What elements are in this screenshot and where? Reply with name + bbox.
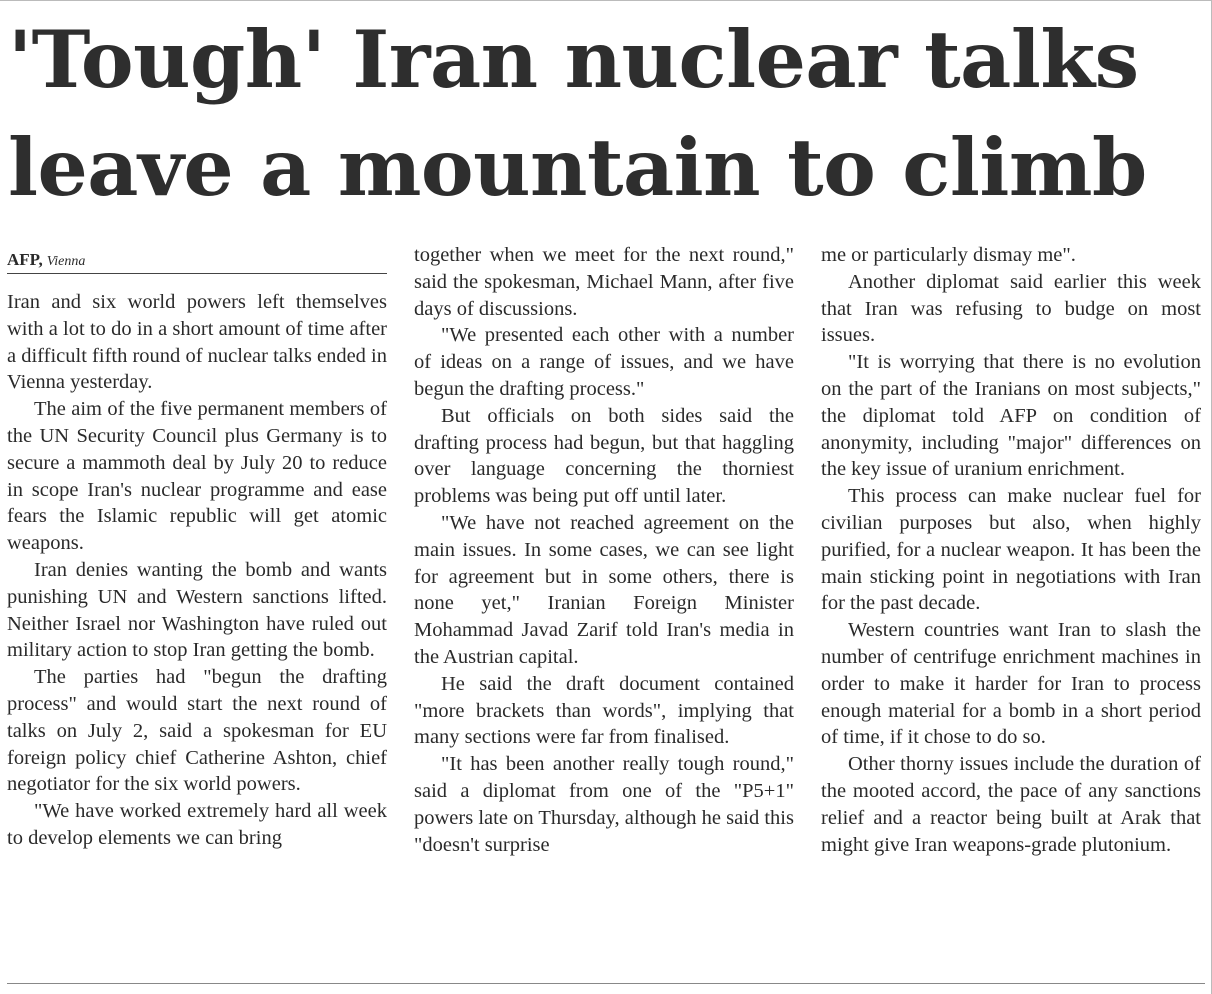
headline-line-2: leave a mountain to climb <box>8 121 1147 214</box>
paragraph: "We have not reached agreement on the main issues. In some cases, we can see light for agreement but in some others, there is none yet," Iranian Foreign Minister Mohammad Javad Zarif told Iran's media in the Austrian capital. <box>414 511 794 668</box>
paragraph: The aim of the five permanent members of the UN Security Council plus Germany is to secure a mammoth deal by July 20 to reduce in scope Iran's nuclear programme and ease fears the Islamic republic will get atomic weapons. <box>7 398 387 555</box>
text-column-2 <box>414 242 794 858</box>
headline <box>8 6 1208 222</box>
paragraph: "We presented each other with a number of ideas on a range of issues, and we have begun the drafting process." <box>414 324 794 400</box>
paragraph: The parties had "begun the drafting process" and would start the next round of talks on July 2, said a spokesman for EU foreign policy chief Catherine Ashton, chief negotiator for the six world powers. <box>7 666 387 796</box>
headline-line-1: 'Tough' Iran nuclear talks <box>8 13 1139 106</box>
paragraph: me or particularly dismay me". <box>821 244 1076 266</box>
bottom-divider <box>7 983 1205 984</box>
paragraph: Western countries want Iran to slash the number of centrifuge enrichment machines in order to make it harder for Iran to process enough material for a bomb in a short period of time, if it chose to do so. <box>821 619 1201 749</box>
paragraph: Iran denies wanting the bomb and wants punishing UN and Western sanctions lifted. Neither Israel nor Washington have ruled out military action to stop Iran getting the bomb. <box>7 558 387 662</box>
top-border <box>0 0 1212 1</box>
paragraph: But officials on both sides said the drafting process had begun, but that haggling over language concerning the thorniest problems was being put off until later. <box>414 404 794 508</box>
paragraph: "It is worrying that there is no evolution on the part of the Iranians on most subjects," the diplomat told AFP on condition of anonymity, including "major" differences on the key issue of uranium enrichment. <box>821 351 1201 481</box>
paragraph: Iran and six world powers left themselves with a lot to do in a short amount of time after a difficult fifth round of nuclear talks ended in Vienna yesterday. <box>7 291 387 394</box>
paragraph: Other thorny issues include the duration of the mooted accord, the pace of any sanctions relief and a reactor being built at Arak that might give Iran weapons-grade plutonium. <box>821 753 1201 856</box>
paragraph: together when we meet for the next round," said the spokesman, Michael Mann, after five days of discussions. <box>414 244 794 320</box>
paragraph: "It has been another really tough round," said a diplomat from one of the "P5+1" powers late on Thursday, although he said this "doesn't surprise <box>414 753 794 856</box>
byline <box>7 250 387 272</box>
byline-dateline: Vienna <box>46 254 86 269</box>
paragraph: This process can make nuclear fuel for civilian purposes but also, when highly purified, for a nuclear weapon. It has been the main sticking point in negotiations with Iran for the past decade. <box>821 485 1201 615</box>
paragraph: "We have worked extremely hard all week to develop elements we can bring <box>7 800 387 849</box>
text-column-1 <box>7 289 387 852</box>
paragraph: He said the draft document contained "more brackets than words", implying that many sections were far from finalised. <box>414 672 794 749</box>
byline-agency: AFP, <box>7 250 43 269</box>
paragraph: Another diplomat said earlier this week that Iran was refusing to budge on most issues. <box>821 270 1201 347</box>
byline-divider <box>7 273 387 274</box>
text-column-3 <box>821 242 1201 858</box>
